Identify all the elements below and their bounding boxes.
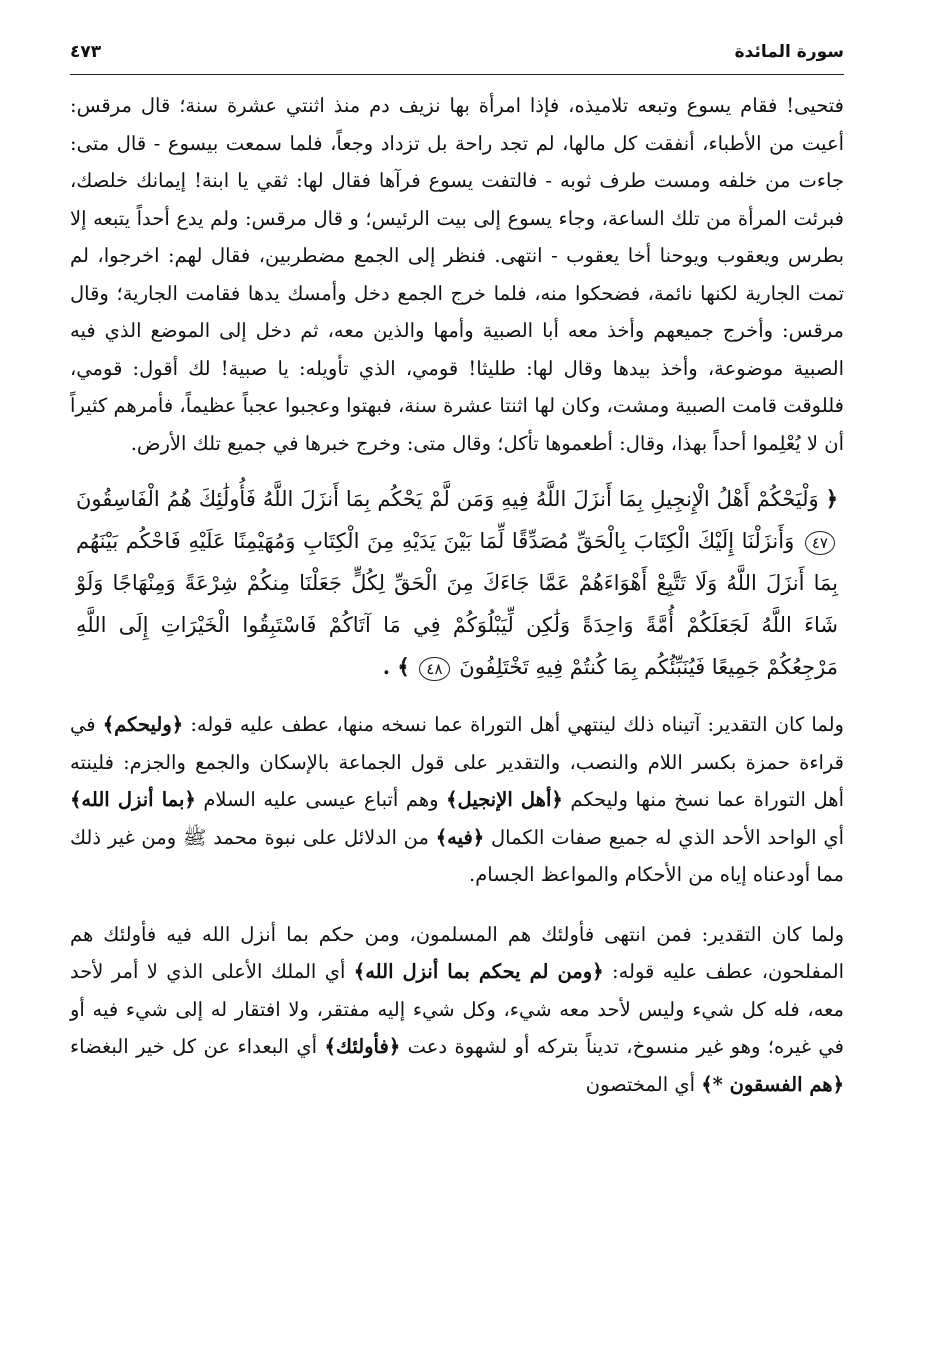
quran-verse-block	[76, 478, 838, 688]
paragraph-commentary-2	[70, 916, 844, 1104]
verse-47-text: وَلْيَحْكُمْ أَهْلُ الْإِنجِيلِ بِمَا أَنزَلَ اللَّهُ فِيهِ وَمَن لَّمْ يَحْكُم بِمَا أَنزَلَ اللَّهُ فَأُولَٰئِكَ هُمُ الْفَاسِقُونَ	[76, 487, 819, 511]
commentary-text: ولما كان التقدير: آتيناه ذلك لينتهي أهل التوراة عما نسخه منها، عطف عليه قوله:	[183, 713, 844, 736]
commentary-text: ولما كان التقدير: فمن انتهى فأولئك هم المسلمون، ومن حكم بما أنزل الله فيه فأولئك هم المفلحون، عطف عليه قوله:	[70, 922, 844, 983]
commentary-text: وهم أتباع عيسى عليه السلام	[195, 788, 447, 811]
quote-wa-man-lam-yahkum: ﴿ومن لم يحكم بما أنزل الله﴾	[353, 960, 604, 983]
paragraph-commentary-1	[70, 706, 844, 894]
commentary-text: أي البعداء عن كل خير البغضاء	[70, 1035, 325, 1058]
commentary-text: في قراءة حمزة بكسر اللام والنصب، والتقدير على قول الجماعة بالإسكان والجمع والجزم: فلينته أهل التوراة عما نسخ منها وليحكم	[70, 713, 844, 811]
quote-ahl-al-injil: ﴿أهل الإنجيل﴾	[446, 788, 563, 811]
quote-fihi: ﴿فيه﴾	[435, 825, 485, 849]
commentary-text: أي الملك الأعلى الذي لا أمر لأحد معه، فله كل شيء وليس لأحد معه شيء، وكل شيء إليه مفتقر، ولا افتقار له إلى شيء فيه أو في غيره؛ وهو غير منسوخ، تديناً بتركه أو لشهوة دعت	[70, 960, 844, 1058]
page-number: ٤٧٣	[70, 42, 102, 62]
commentary-text: أي الواحد الأحد الذي له جميع صفات الكمال	[484, 825, 844, 849]
page-header	[70, 36, 844, 75]
quote-walyahkum: ﴿وليحكم﴾	[102, 713, 184, 736]
quote-faulaika: ﴿فأولئك﴾	[324, 1035, 401, 1058]
quote-hum-al-fasiqun: ﴿هم الفسقون *﴾	[701, 1072, 844, 1096]
paragraph-gospel-narrative: فتحيى! فقام يسوع وتبعه تلاميذه، فإذا امرأة بها نزيف دم منذ اثنتي عشرة سنة؛ قال مرقس: أعيت من الأطباء، أنفقت كل مالها، لم تجد راحة بل تزداد وجعاً، فلما سمعت بيسوع - قال متى: جاءت من خلفه ومست طرف ثوبه - فالتفت يسوع فرآها فقال لها: ثقي يا ابنة! إيمانك خلصك، فبرئت المرأة من تلك الساعة، وجاء يسوع إلى بيت الرئيس؛ و قال مرقس: ولم يدع أحداً يتبعه إلا بطرس ويعقوب ويوحنا أخا يعقوب - انتهى. فنظر إلى الجمع مضطربين، فقال لهم: اخرجوا، لم تمت الجارية لكنها نائمة، فضحكوا منه، فلما خرج الجمع دخل وأمسك يدها فقامت الجارية؛ وقال مرقس: وأخرج جميعهم وأخذ معه أبا الصبية وأمها والذين معه، ثم دخل إلى الموضع الذي فيه الصبية موضوعة، وأخذ بيدها وقال لها: طليثا! قومي، الذي تأويله: يا صبية! لك أقول: قومي، فللوقت قامت الصبية ومشت، وكان لها اثنتا عشرة سنة، فبهتوا وعجبوا عجباً عظيماً، فأمرهم كثيراً أن لا يُعْلِموا أحداً بهذا، وقال: أطعموها تأكل؛ وقال متى: وخرج خبرها في جميع تلك الأرض.	[70, 94, 844, 455]
commentary-text: من الدلائل على نبوة محمد ﷺ ومن غير ذلك مما أودعناه إياه من الأحكام والمواعظ الجسام.	[70, 825, 844, 886]
verse-number-48: ٤٨	[419, 657, 449, 681]
book-page	[70, 36, 844, 1296]
verse-close-bracket: ﴾ .	[382, 654, 410, 679]
surah-title: سورة المائدة	[734, 42, 844, 62]
verse-48-text: وَأَنزَلْنَا إِلَيْكَ الْكِتَابَ بِالْحَقِّ مُصَدِّقًا لِّمَا بَيْنَ يَدَيْهِ مِنَ الْكِتَابِ وَمُهَيْمِنًا عَلَيْهِ فَاحْكُم بَيْنَهُم بِمَا أَنزَلَ اللَّهُ وَلَا تَتَّبِعْ أَهْوَاءَهُمْ عَمَّا جَاءَكَ مِنَ الْحَقِّ لِكُلٍّ جَعَلْنَا مِنكُمْ شِرْعَةً وَمِنْهَاجًا وَلَوْ شَاءَ اللَّهُ لَجَعَلَكُمْ أُمَّةً وَاحِدَةً وَلَٰكِن لِّيَبْلُوَكُمْ فِي مَا آتَاكُمْ فَاسْتَبِقُوا الْخَيْرَاتِ إِلَى اللَّهِ مَرْجِعُكُمْ جَمِيعًا فَيُنَبِّئُكُم بِمَا كُنتُمْ فِيهِ تَخْتَلِفُونَ	[76, 529, 838, 679]
verse-number-47: ٤٧	[805, 531, 835, 555]
quote-bima-anzal-allah: ﴿بما أنزل الله﴾	[70, 788, 196, 811]
verse-open-bracket: ﴿	[825, 486, 838, 511]
commentary-text: أي المختصون	[585, 1072, 702, 1096]
